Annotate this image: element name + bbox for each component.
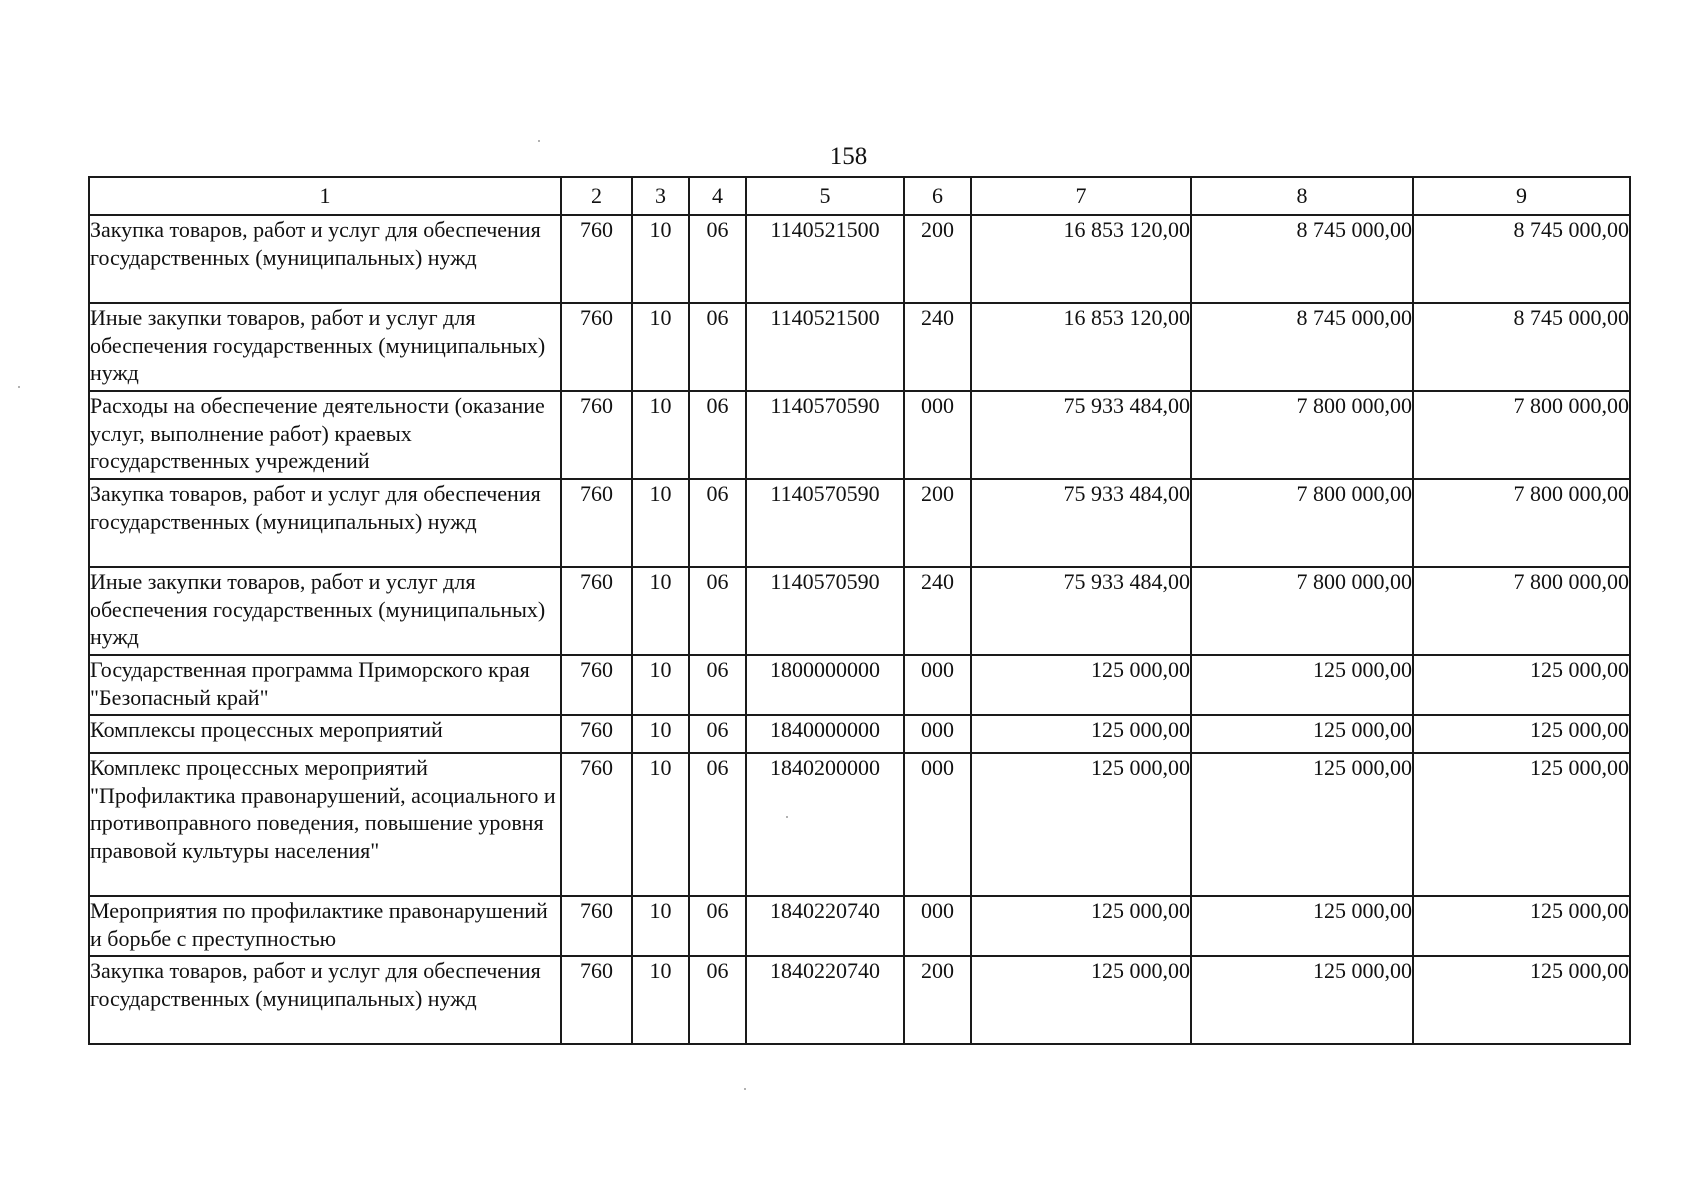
subsection-code: 06 xyxy=(689,215,746,303)
subsection-code: 06 xyxy=(689,303,746,391)
header-col-5: 5 xyxy=(746,177,904,215)
target-article-code: 1140521500 xyxy=(746,303,904,391)
expense-type-code: 240 xyxy=(904,303,971,391)
ministry-code: 760 xyxy=(561,567,632,655)
target-article-code: 1840220740 xyxy=(746,956,904,1044)
amount-col-9: 7 800 000,00 xyxy=(1413,391,1630,479)
amount-col-9: 7 800 000,00 xyxy=(1413,479,1630,567)
ministry-code: 760 xyxy=(561,956,632,1044)
expense-type-code: 200 xyxy=(904,956,971,1044)
amount-col-8: 125 000,00 xyxy=(1191,896,1413,956)
target-article-code: 1840000000 xyxy=(746,715,904,753)
header-col-7: 7 xyxy=(971,177,1191,215)
amount-col-8: 7 800 000,00 xyxy=(1191,567,1413,655)
expense-name: Закупка товаров, работ и услуг для обеспечения государственных (муниципальных) нужд xyxy=(89,956,561,1044)
budget-table xyxy=(88,176,1631,1045)
expense-name: Иные закупки товаров, работ и услуг для обеспечения государственных (муниципальных) нужд xyxy=(89,567,561,655)
section-code: 10 xyxy=(632,896,689,956)
amount-col-7: 75 933 484,00 xyxy=(971,391,1191,479)
expense-type-code: 000 xyxy=(904,896,971,956)
amount-col-8: 125 000,00 xyxy=(1191,753,1413,896)
expense-type-code: 000 xyxy=(904,655,971,715)
section-code: 10 xyxy=(632,391,689,479)
ministry-code: 760 xyxy=(561,303,632,391)
subsection-code: 06 xyxy=(689,715,746,753)
amount-col-9: 125 000,00 xyxy=(1413,715,1630,753)
section-code: 10 xyxy=(632,753,689,896)
ministry-code: 760 xyxy=(561,753,632,896)
expense-name: Комплексы процессных мероприятий xyxy=(89,715,561,753)
expense-name: Закупка товаров, работ и услуг для обеспечения государственных (муниципальных) нужд xyxy=(89,215,561,303)
subsection-code: 06 xyxy=(689,896,746,956)
expense-name: Иные закупки товаров, работ и услуг для обеспечения государственных (муниципальных) нужд xyxy=(89,303,561,391)
section-code: 10 xyxy=(632,715,689,753)
subsection-code: 06 xyxy=(689,479,746,567)
amount-col-8: 7 800 000,00 xyxy=(1191,479,1413,567)
scan-speck xyxy=(744,1088,746,1090)
amount-col-9: 8 745 000,00 xyxy=(1413,215,1630,303)
page-number: 158 xyxy=(829,143,868,170)
amount-col-8: 125 000,00 xyxy=(1191,956,1413,1044)
table-row xyxy=(89,303,1630,391)
subsection-code: 06 xyxy=(689,956,746,1044)
ministry-code: 760 xyxy=(561,215,632,303)
header-col-8: 8 xyxy=(1191,177,1413,215)
table-row xyxy=(89,753,1630,896)
amount-col-8: 7 800 000,00 xyxy=(1191,391,1413,479)
amount-col-8: 8 745 000,00 xyxy=(1191,303,1413,391)
amount-col-7: 125 000,00 xyxy=(971,715,1191,753)
amount-col-8: 8 745 000,00 xyxy=(1191,215,1413,303)
expense-type-code: 200 xyxy=(904,215,971,303)
amount-col-7: 125 000,00 xyxy=(971,896,1191,956)
table-row xyxy=(89,956,1630,1044)
section-code: 10 xyxy=(632,479,689,567)
amount-col-7: 125 000,00 xyxy=(971,753,1191,896)
target-article-code: 1140570590 xyxy=(746,479,904,567)
expense-type-code: 240 xyxy=(904,567,971,655)
header-col-6: 6 xyxy=(904,177,971,215)
amount-col-7: 16 853 120,00 xyxy=(971,215,1191,303)
expense-name: Комплекс процессных мероприятий "Профилактика правонарушений, асоциального и противоправного поведения, повышение уровня правовой культуры населения" xyxy=(89,753,561,896)
table-row xyxy=(89,215,1630,303)
section-code: 10 xyxy=(632,215,689,303)
header-col-3: 3 xyxy=(632,177,689,215)
amount-col-8: 125 000,00 xyxy=(1191,655,1413,715)
amount-col-9: 125 000,00 xyxy=(1413,655,1630,715)
target-article-code: 1840200000 xyxy=(746,753,904,896)
subsection-code: 06 xyxy=(689,391,746,479)
scan-speck xyxy=(18,386,20,388)
section-code: 10 xyxy=(632,655,689,715)
amount-col-9: 125 000,00 xyxy=(1413,956,1630,1044)
ministry-code: 760 xyxy=(561,479,632,567)
amount-col-7: 16 853 120,00 xyxy=(971,303,1191,391)
expense-name: Расходы на обеспечение деятельности (оказание услуг, выполнение работ) краевых государственных учреждений xyxy=(89,391,561,479)
ministry-code: 760 xyxy=(561,655,632,715)
expense-type-code: 000 xyxy=(904,753,971,896)
table-row xyxy=(89,655,1630,715)
table-row xyxy=(89,896,1630,956)
header-col-4: 4 xyxy=(689,177,746,215)
amount-col-7: 75 933 484,00 xyxy=(971,479,1191,567)
target-article-code: 1140570590 xyxy=(746,391,904,479)
subsection-code: 06 xyxy=(689,567,746,655)
target-article-code: 1840220740 xyxy=(746,896,904,956)
table-row xyxy=(89,391,1630,479)
subsection-code: 06 xyxy=(689,655,746,715)
amount-col-7: 125 000,00 xyxy=(971,956,1191,1044)
amount-col-9: 125 000,00 xyxy=(1413,896,1630,956)
amount-col-9: 8 745 000,00 xyxy=(1413,303,1630,391)
section-code: 10 xyxy=(632,567,689,655)
amount-col-8: 125 000,00 xyxy=(1191,715,1413,753)
subsection-code: 06 xyxy=(689,753,746,896)
target-article-code: 1140521500 xyxy=(746,215,904,303)
amount-col-9: 125 000,00 xyxy=(1413,753,1630,896)
expense-name: Мероприятия по профилактике правонарушений и борьбе с преступностью xyxy=(89,896,561,956)
header-col-9: 9 xyxy=(1413,177,1630,215)
section-code: 10 xyxy=(632,303,689,391)
ministry-code: 760 xyxy=(561,391,632,479)
expense-type-code: 000 xyxy=(904,715,971,753)
section-code: 10 xyxy=(632,956,689,1044)
header-row xyxy=(89,177,1630,215)
ministry-code: 760 xyxy=(561,896,632,956)
amount-col-9: 7 800 000,00 xyxy=(1413,567,1630,655)
expense-name: Закупка товаров, работ и услуг для обеспечения государственных (муниципальных) нужд xyxy=(89,479,561,567)
expense-name: Государственная программа Приморского края "Безопасный край" xyxy=(89,655,561,715)
table-row xyxy=(89,567,1630,655)
scan-speck xyxy=(538,140,540,142)
table-row xyxy=(89,479,1630,567)
amount-col-7: 75 933 484,00 xyxy=(971,567,1191,655)
table-row xyxy=(89,715,1630,753)
header-col-2: 2 xyxy=(561,177,632,215)
ministry-code: 760 xyxy=(561,715,632,753)
header-col-1: 1 xyxy=(89,177,561,215)
expense-type-code: 000 xyxy=(904,391,971,479)
scan-speck xyxy=(786,816,788,818)
amount-col-7: 125 000,00 xyxy=(971,655,1191,715)
target-article-code: 1140570590 xyxy=(746,567,904,655)
expense-type-code: 200 xyxy=(904,479,971,567)
target-article-code: 1800000000 xyxy=(746,655,904,715)
